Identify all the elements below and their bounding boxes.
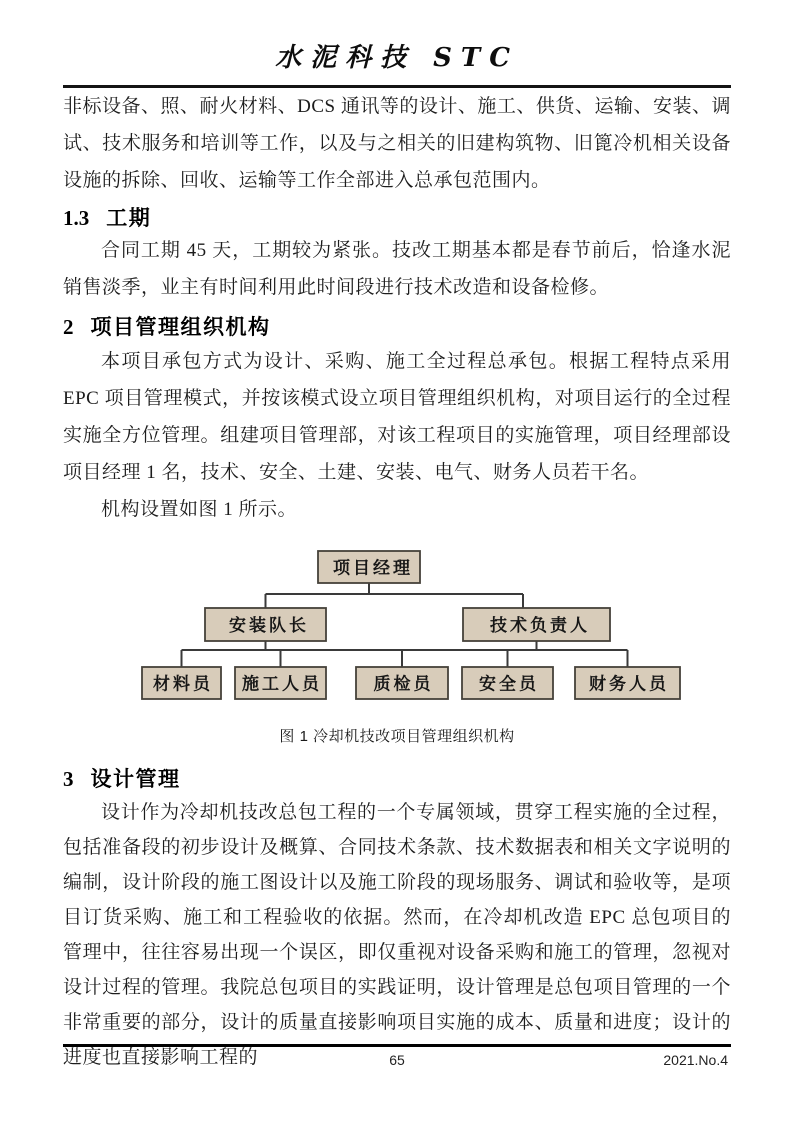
org-chart-diagram — [63, 544, 731, 706]
org-label-install-leader: 安装队长 — [229, 616, 309, 635]
section-3-title: 设计管理 — [90, 768, 181, 791]
org-label-quality-inspector: 质检员 — [373, 674, 434, 694]
section-3-paragraph: 设计作为冷却机技改总包工程的一个专属领域，贯穿工程实施的全过程，包括准备段的初步设计及概算、合同技术条款、技术数据表和相关文字说明的编制，设计阶段的施工图设计以及施工阶段的现场服务、调试和验收等，是项目订货采购、施工和工程验收的依据。然而，在冷却机改造 EPC 总包项目的管理中，往往容易出现一个误区，即仅重视对设备采购和施工的管理，忽视对设计过程的管理。我院总包项目的实践证明，设计管理是总包项目管理的一个非常重要的部分，设计的质量直接影响项目实施的成本、质量和进度；设计的进度也直接影响工程的 — [63, 802, 731, 1068]
org-label-safety-officer: 安全员 — [479, 674, 539, 694]
section-2-heading — [63, 311, 731, 343]
section-2-figure-reference: 机构设置如图 1 所示。 — [101, 499, 298, 520]
section-2-number: 2 — [63, 315, 74, 339]
org-label-project-manager: 项目经理 — [333, 558, 413, 578]
figure-caption: 图 1 冷却机技改项目管理组织机构 — [279, 728, 515, 745]
section-1-3-paragraph: 合同工期 45 天，工期较为紧张。技改工期基本都是春节前后，恰逢水泥销售淡季，业主有时间利用此时间段进行技术改造和设备检修。 — [63, 240, 731, 298]
footer-row — [63, 1052, 731, 1070]
section-1-3-title: 工期 — [106, 207, 152, 230]
journal-title: 水泥科技 STC — [275, 43, 519, 73]
page-content — [63, 0, 731, 1075]
org-label-material-clerk: 材料员 — [153, 674, 213, 694]
org-chart-figure — [63, 544, 731, 746]
org-label-finance-staff: 财务人员 — [589, 674, 669, 694]
section-3-number: 3 — [63, 767, 74, 791]
org-label-construction-staff: 施工人员 — [242, 674, 322, 694]
intro-paragraph: 非标设备、照、耐火材料、DCS 通讯等的设计、施工、供货、运输、安装、调试、技术服务和培训等工作，以及与之相关的旧建构筑物、旧篦冷机相关设备设施的拆除、回收、运输等工作全部进入总承包范围内。 — [63, 96, 731, 191]
section-1-3-heading — [63, 202, 731, 232]
section-2-paragraph: 本项目承包方式为设计、采购、施工全过程总承包。根据工程特点采用 EPC 项目管理模式，并按该模式设立项目管理组织机构，对项目运行的全过程实施全方位管理。组建项目管理部，对该工程项目的实施管理，项目经理部设项目经理 1 名，技术、安全、土建、安装、电气、财务人员若干名。 — [63, 351, 731, 483]
page-footer — [63, 1044, 731, 1070]
masthead — [63, 0, 731, 88]
page-number: 65 — [389, 1052, 405, 1068]
section-1-3-number: 1.3 — [63, 206, 90, 230]
section-3-heading — [63, 763, 731, 795]
section-2-title: 项目管理组织机构 — [90, 316, 271, 339]
issue-label: 2021.No.4 — [663, 1052, 728, 1068]
org-label-tech-lead: 技术负责人 — [490, 616, 590, 635]
